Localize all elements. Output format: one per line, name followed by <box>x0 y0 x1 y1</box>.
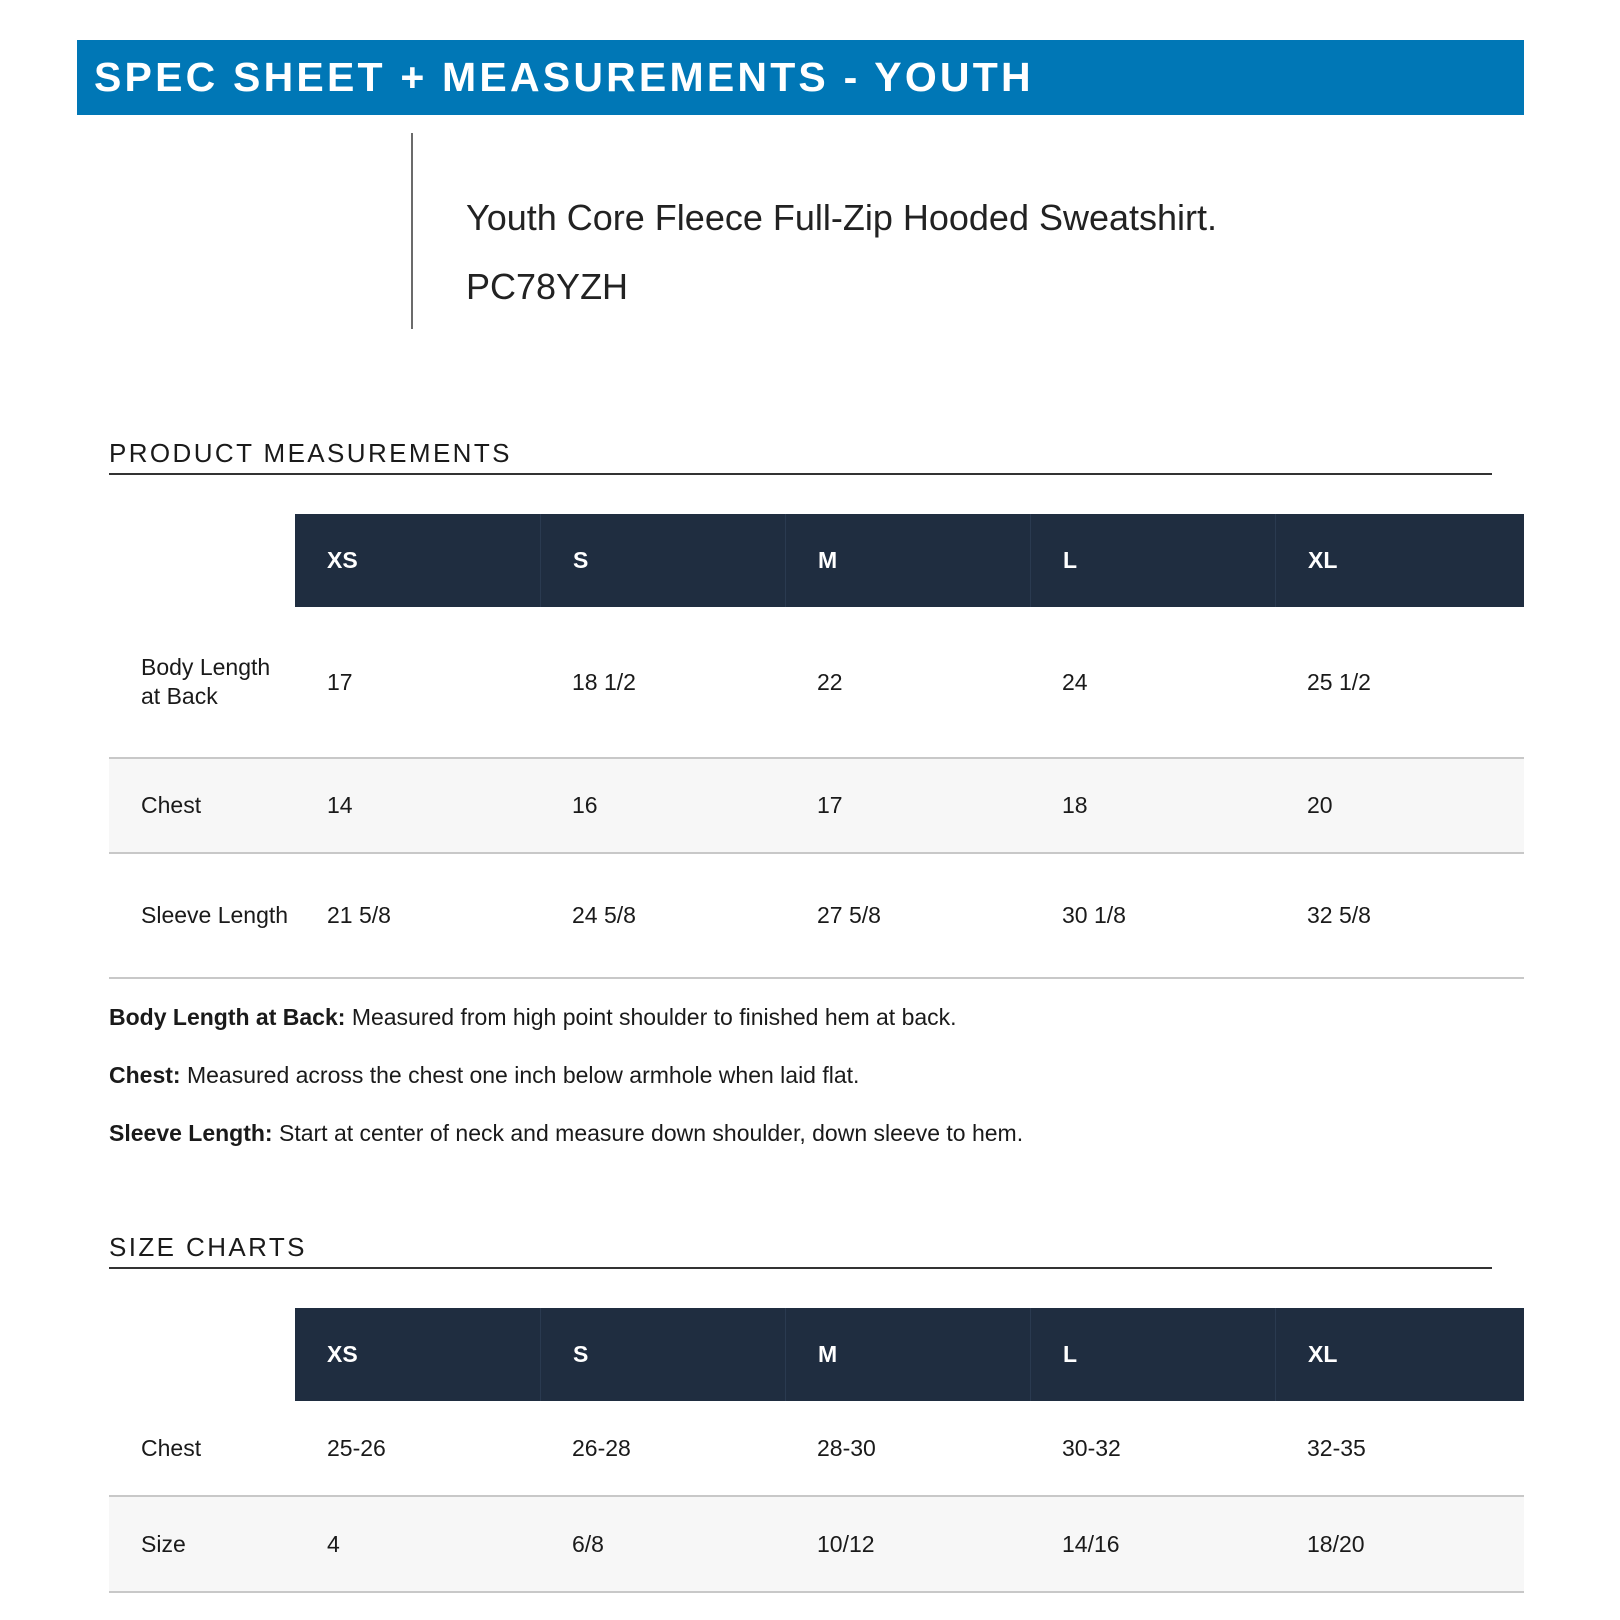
product-code: PC78YZH <box>466 266 629 307</box>
table-cell: 4 <box>327 1530 340 1557</box>
divider-vertical <box>411 133 413 329</box>
size-charts-table <box>109 1308 1524 1593</box>
table-cell: 27 5/8 <box>817 902 881 928</box>
definition-body-length <box>109 1004 957 1031</box>
product-measurements-title: PRODUCT MEASUREMENTS <box>109 438 512 468</box>
table-row <box>109 759 1524 854</box>
table-cell: 17 <box>327 668 353 695</box>
size-header-s: S <box>540 1308 785 1401</box>
table-cell: 30 1/8 <box>1062 902 1126 928</box>
row-label: Size <box>141 1530 186 1557</box>
row-label: Body Length at Back <box>141 654 271 709</box>
size-header-xl: XL <box>1275 514 1520 607</box>
table-cell: 32-35 <box>1307 1434 1366 1461</box>
table-row <box>109 607 1524 759</box>
table-cell: 21 5/8 <box>327 902 391 928</box>
table-cell: 22 <box>817 668 843 695</box>
table-cell: 6/8 <box>572 1530 604 1557</box>
table-cell: 16 <box>572 792 598 818</box>
size-header-xl: XL <box>1275 1308 1520 1401</box>
definition-chest <box>109 1062 859 1089</box>
table-cell: 17 <box>817 792 843 818</box>
row-label: Chest <box>141 1434 202 1461</box>
table-cell: 20 <box>1307 792 1333 818</box>
definition-term: Sleeve Length: <box>109 1120 273 1146</box>
size-header-xs: XS <box>327 547 358 573</box>
table-cell: 24 5/8 <box>572 902 636 928</box>
header-banner <box>77 40 1524 115</box>
table-cell: 28-30 <box>817 1434 876 1461</box>
row-label: Sleeve Length <box>141 902 289 928</box>
table-cell: 14/16 <box>1062 1530 1120 1557</box>
page-title: SPEC SHEET + MEASUREMENTS - YOUTH <box>94 54 1034 100</box>
table-cell: 10/12 <box>817 1530 875 1557</box>
table-cell: 18/20 <box>1307 1530 1365 1557</box>
table-cell: 30-32 <box>1062 1434 1121 1461</box>
table-cell: 25-26 <box>327 1434 386 1461</box>
size-header-l: L <box>1030 514 1275 607</box>
table-header <box>295 514 1524 607</box>
table-row <box>109 1497 1524 1593</box>
size-charts-title: SIZE CHARTS <box>109 1232 307 1262</box>
table-row <box>109 854 1524 979</box>
definition-text: Start at center of neck and measure down shoulder, down sleeve to hem. <box>279 1120 1024 1146</box>
table-cell: 18 <box>1062 792 1088 818</box>
table-cell: 32 5/8 <box>1307 902 1371 928</box>
definition-text: Measured from high point shoulder to finished hem at back. <box>351 1004 957 1030</box>
size-header-m: M <box>785 514 1030 607</box>
size-header-l: L <box>1030 1308 1275 1401</box>
table-header <box>295 1308 1524 1401</box>
product-measurements-table <box>109 514 1524 979</box>
table-cell: 25 1/2 <box>1307 668 1371 695</box>
definition-term: Body Length at Back: <box>109 1004 346 1030</box>
definition-term: Chest: <box>109 1062 181 1088</box>
size-header-xs: XS <box>327 1341 358 1367</box>
table-cell: 24 <box>1062 668 1088 695</box>
table-cell: 26-28 <box>572 1434 631 1461</box>
section-rule <box>109 473 1492 475</box>
section-rule <box>109 1267 1492 1269</box>
definition-text: Measured across the chest one inch below armhole when laid flat. <box>186 1062 860 1088</box>
table-cell: 18 1/2 <box>572 668 636 695</box>
row-label: Chest <box>141 792 202 818</box>
definition-sleeve-length <box>109 1120 1023 1147</box>
size-header-m: M <box>785 1308 1030 1401</box>
table-cell: 14 <box>327 792 353 818</box>
size-header-s: S <box>540 514 785 607</box>
table-row <box>109 1401 1524 1497</box>
product-name: Youth Core Fleece Full-Zip Hooded Sweatshirt. <box>466 197 1218 238</box>
